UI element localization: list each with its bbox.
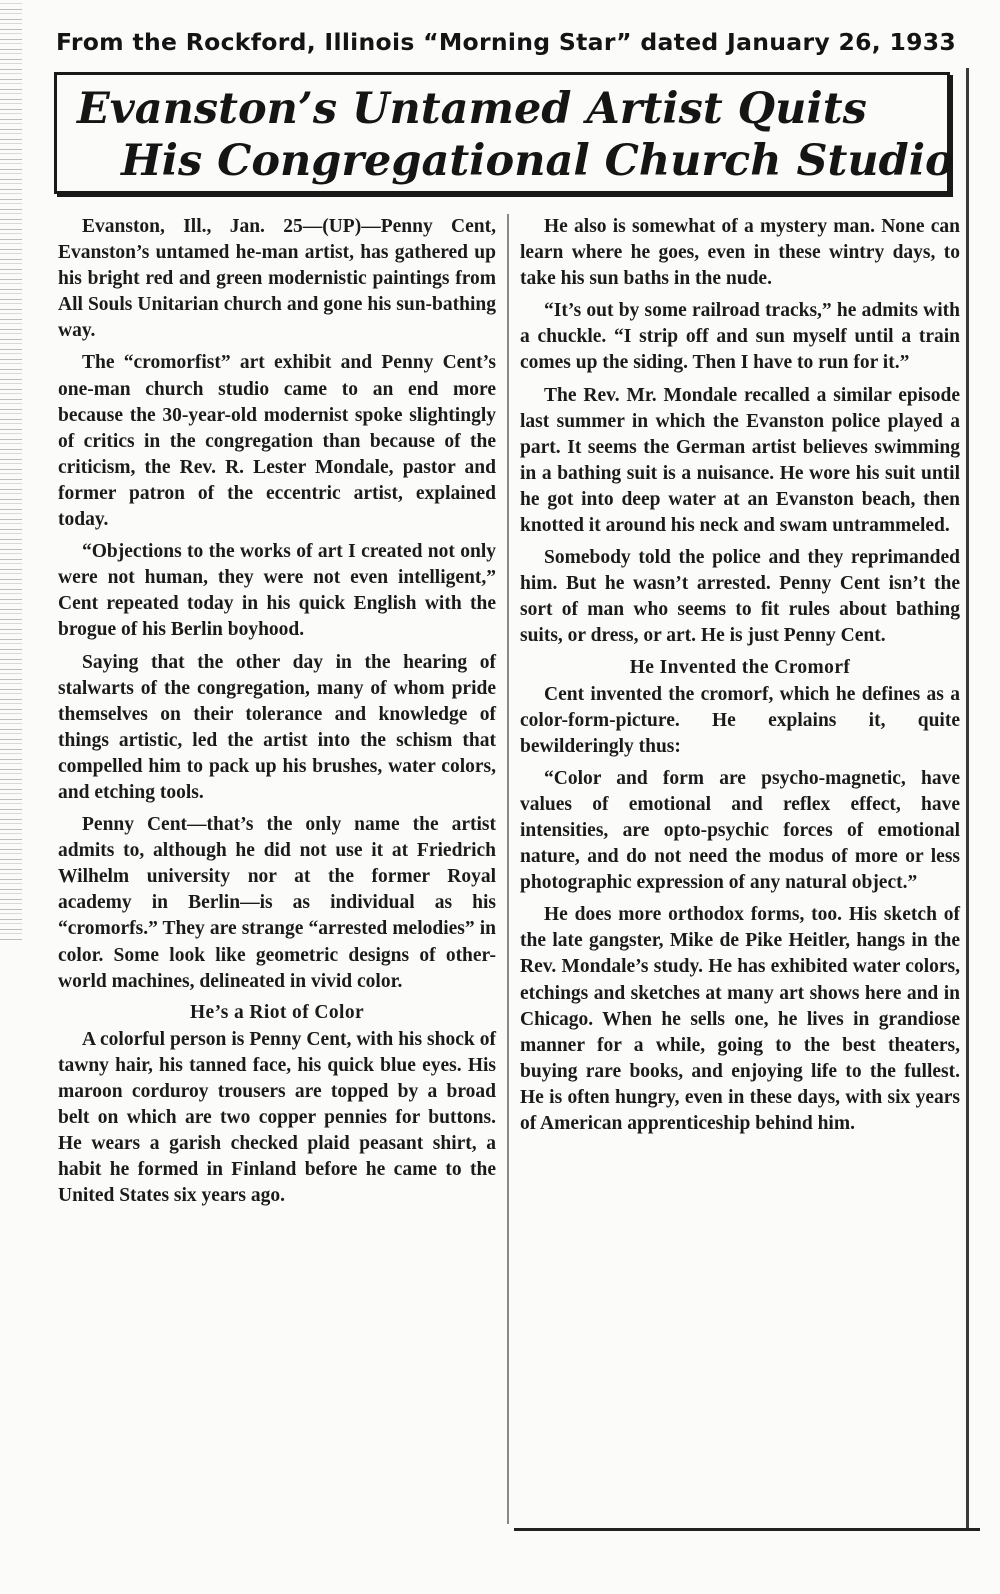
paragraph: “Color and form are psycho-magnetic, have values of emotional and reflex effect, have intensities, are opto-psychic forces of emotional nature, and do not need the modus of more or less photographic expression of any natural object.” (520, 767, 960, 894)
bottom-rule (514, 1528, 980, 1531)
subheading: He Invented the Cromorf (629, 656, 851, 678)
paragraph: Evanston, Ill., Jan. 25—(UP)—Penny Cent, Evanston’s untamed he-man artist, has gathered up his bright red and green modernistic paintings from All Souls Unitarian church and gone his sun-bathing way. (58, 216, 496, 342)
paragraph: Saying that the other day in the hearing of stalwarts of the congregation, many of whom pride themselves on their tolerance and knowledge of things artistic, led the artist into the schism that compelled him to pack up his brushes, water colors, and etching tools. (58, 651, 496, 803)
headline-line-1: Evanston’s Untamed Artist Quits (77, 84, 867, 134)
subheading: He’s a Riot of Color (189, 1001, 365, 1023)
column-divider (507, 214, 509, 1524)
paragraph: “It’s out by some railroad tracks,” he admits with a chuckle. “I strip off and sun myself until a train comes up the siding. Then I have to run for it.” (520, 300, 960, 374)
scan-edge-artifact (0, 0, 22, 940)
paragraph: The Rev. Mr. Mondale recalled a similar episode last summer in which the Evanston police played a part. It seems the German artist believes swimming in a bathing suit is a nuisance. He wore his suit until he got into deep water at an Evanston beach, then knotted it around his neck and swam untrammeled. (520, 384, 960, 537)
headline-line-2: His Congregational Church Studio (121, 136, 954, 186)
clipping-right-edge (966, 68, 969, 1530)
source-attribution: From the Rockford, Illinois “Morning Star” dated January 26, 1933 (56, 28, 957, 56)
headline-box (54, 72, 954, 194)
paragraph: “Objections to the works of art I created not only were not human, they were not even intelligent,” Cent repeated today in his quick English with the brogue of his Berlin boyhood. (58, 541, 496, 641)
paragraph: The “cromorfist” art exhibit and Penny Cent’s one-man church studio came to an end more because the 30-year-old modernist spoke slightingly of critics in the congregation than because of the criticism, the Rev. R. Lester Mondale, pastor and former patron of the eccentric artist, explained today. (58, 352, 496, 531)
paragraph: Somebody told the police and they reprimanded him. But he wasn’t arrested. Penny Cent isn’t the sort of man who seems to fit rules about bathing suits, or dress, or art. He is just Penny Cent. (520, 547, 960, 647)
paragraph: A colorful person is Penny Cent, with his shock of tawny hair, his tanned face, his quick blue eyes. His maroon corduroy trousers are topped by a broad belt on which are two copper pennies for buttons. He wears a garish checked plaid peasant shirt, a habit he formed in Finland before he came to the United States six years ago. (58, 1028, 496, 1207)
article-column-left (58, 214, 496, 1215)
paragraph: He also is somewhat of a mystery man. None can learn where he goes, even in these wintry days, to take his sun baths in the nude. (520, 216, 960, 290)
article-column-right (520, 214, 960, 1143)
paragraph: Penny Cent—that’s the only name the artist admits to, although he did not use it at Friedrich Wilhelm university nor at the former Royal academy in Berlin—is as individual as his “cromorfs.” They are strange “arrested melodies” in color. Some look like geometric designs of other-world machines, delineated in vivid color. (58, 814, 496, 992)
paragraph: He does more orthodox forms, too. His sketch of the late gangster, Mike de Pike Heitler, hangs in the Rev. Mondale’s study. He has exhibited water colors, etchings and sketches at many art shows here and in Chicago. When he sells one, he lives in grandiose manner for a while, going to the best theaters, buying rare books, and enjoying life to the fullest. He is often hungry, even in these days, with six years of American apprenticeship behind him. (520, 904, 960, 1134)
paragraph: Cent invented the cromorf, which he defines as a color-form-picture. He explains it, quite bewilderingly thus: (520, 683, 960, 757)
